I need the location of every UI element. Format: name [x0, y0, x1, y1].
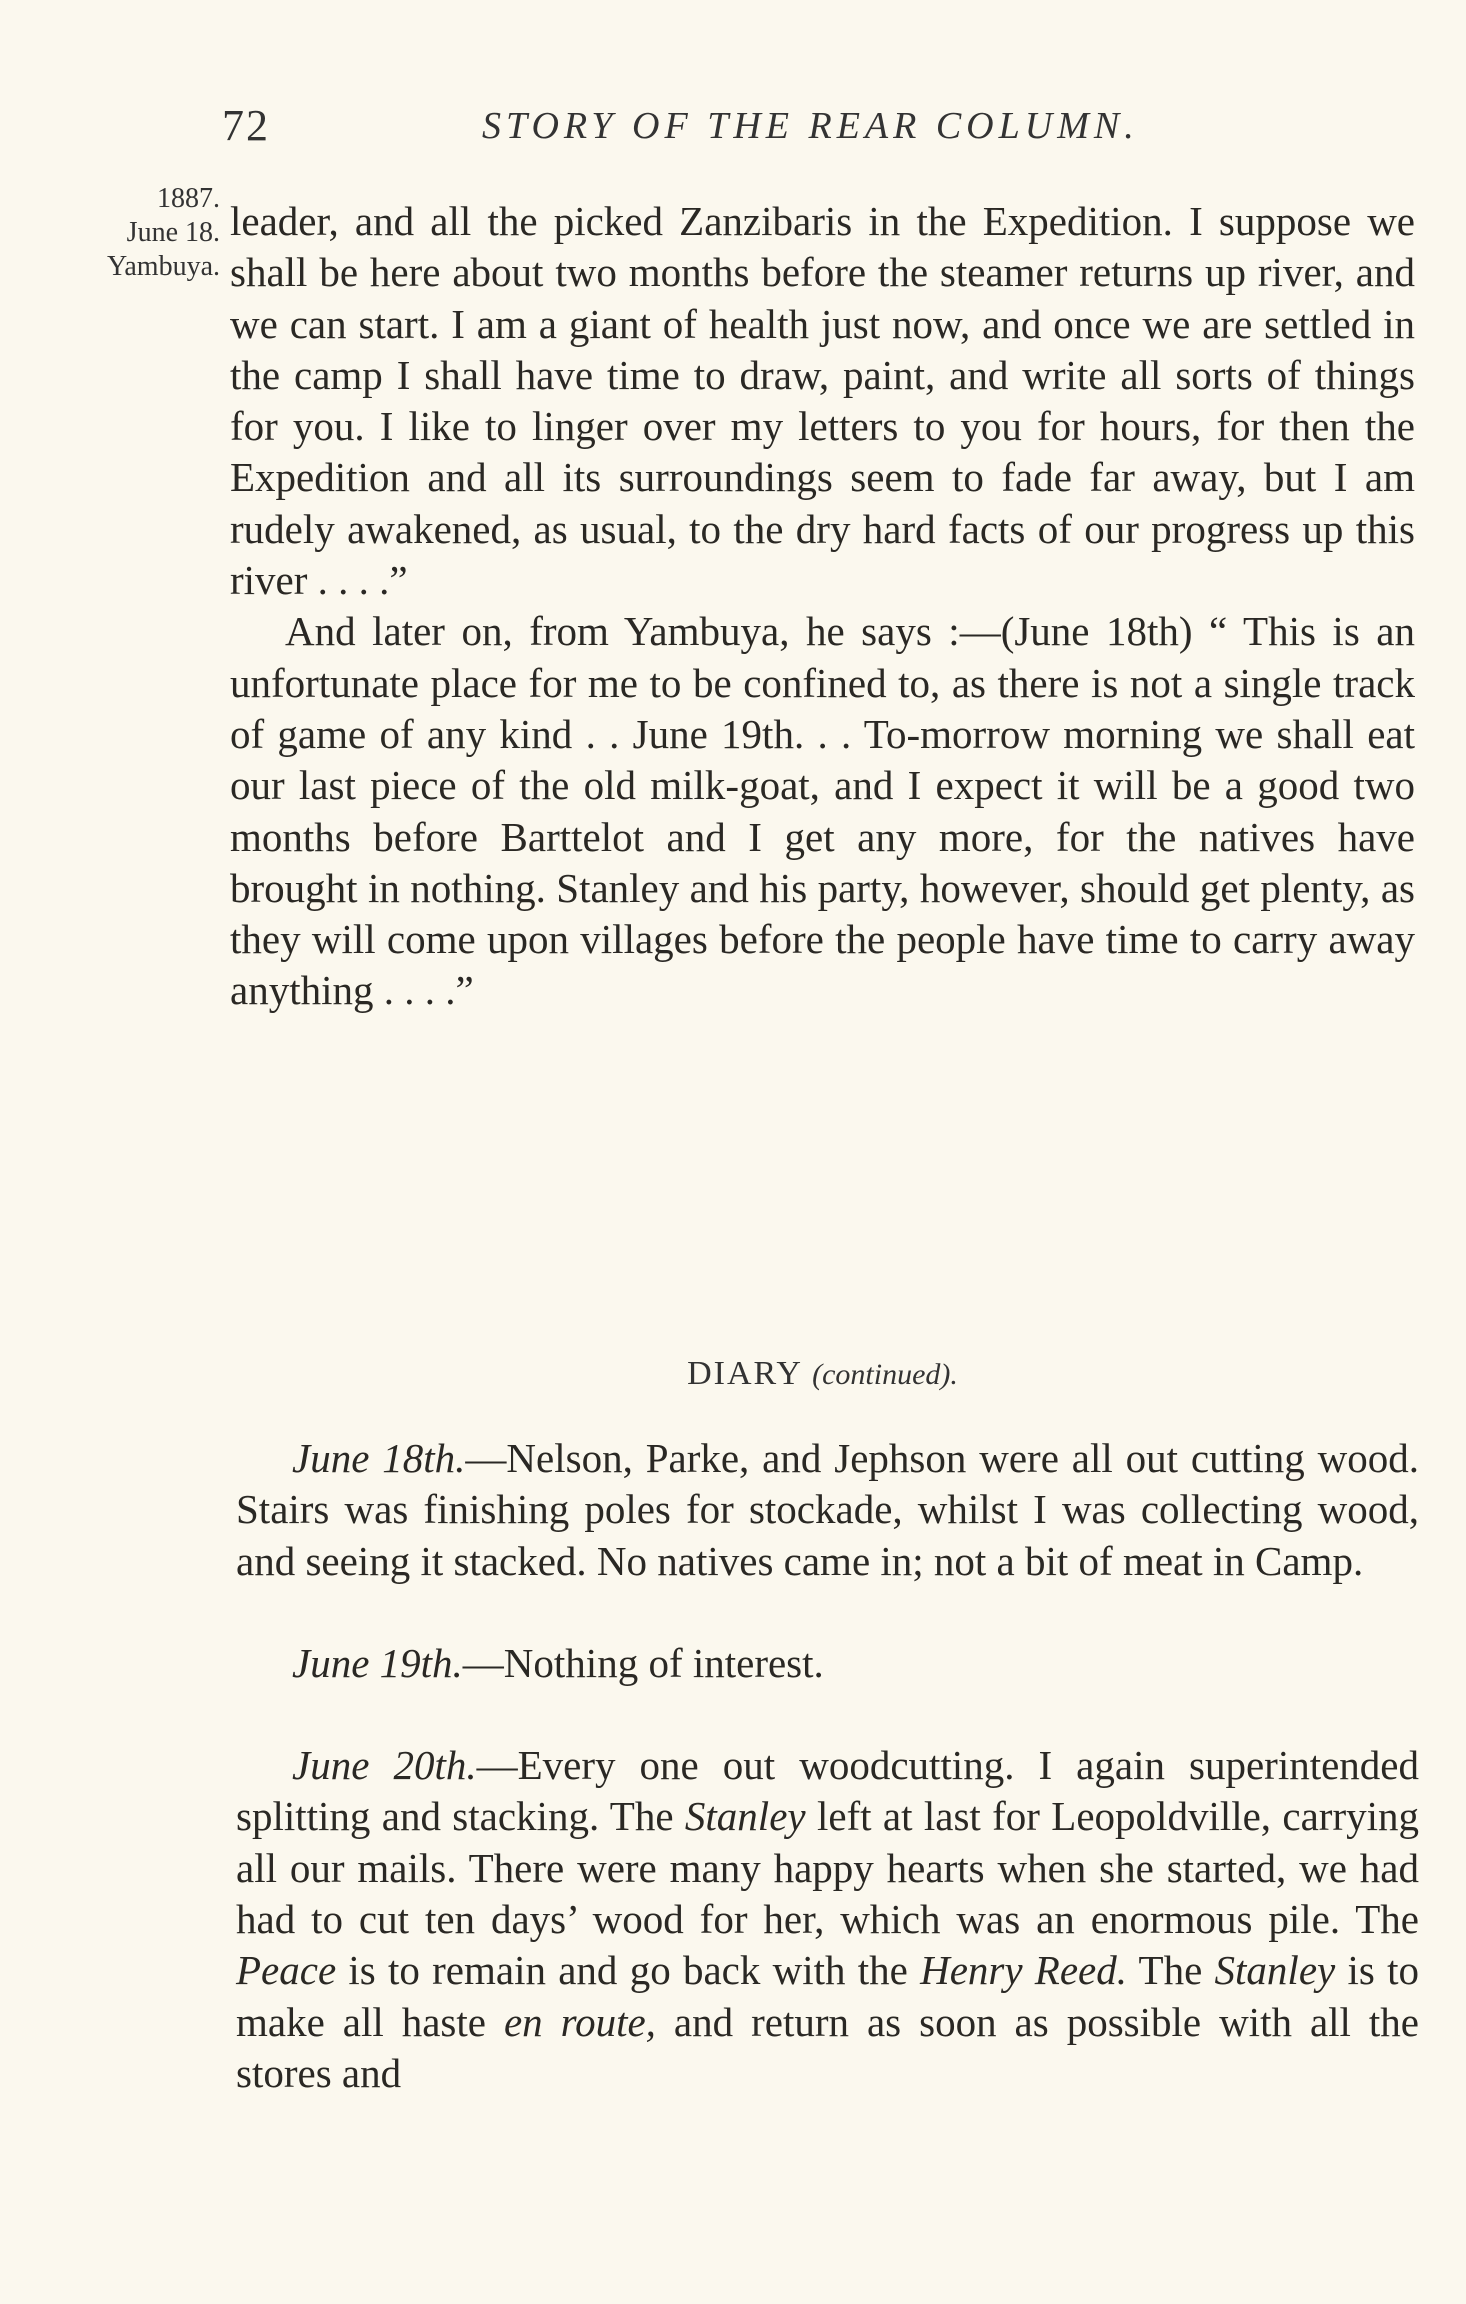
margin-note — [45, 182, 220, 284]
margin-date: June 18. — [126, 217, 220, 248]
page-header — [220, 100, 1220, 160]
diary-entry-june-20 — [236, 1740, 1419, 2099]
entry-text: and return as soon as possible with all the stores and — [236, 1998, 1419, 2096]
diary-heading-title: DIARY — [687, 1355, 802, 1392]
diary-entry-june-19 — [236, 1638, 1419, 1689]
diary-entries — [236, 1433, 1419, 2099]
entry-text: —Nothing of interest. — [462, 1639, 824, 1686]
entry-text: is to make all haste — [236, 1947, 1419, 2045]
entry-text: —Nelson, Parke, and Jephson were all out cutting wood. Stairs was finishing poles for stockade, whilst I was collecting wood, and seeing it stacked. No natives came in; not a bit of meat in Camp. — [236, 1435, 1419, 1584]
entry-date: June 20th. — [292, 1742, 477, 1789]
margin-year: 1887. — [157, 183, 220, 214]
page-number: 72 — [222, 101, 270, 150]
entry-date: June 19th. — [292, 1639, 463, 1686]
ship-name: Henry Reed. — [920, 1947, 1128, 1994]
ship-name: Stanley — [1214, 1947, 1336, 1994]
ship-name: Peace — [236, 1947, 337, 1994]
entry-date: June 18th. — [292, 1435, 466, 1481]
letter-paragraph-1: leader, and all the picked Zanzibaris in the Expedition. I suppose we shall be here about two months before the steamer returns up river, and we can start. I am a giant of health just now, and once we are settled in the camp I shall have time to draw, paint, and write all sorts of things for you. I like to linger over my letters to you for hours, for then the Expedition and all its surroundings seem to fade far away, but I am rudely awakened, as usual, to the dry hard facts of our progress up this river . . . .” — [230, 198, 1415, 604]
entry-text: —Every one out woodcutting. I again superintended splitting and stacking. The — [236, 1742, 1420, 1840]
margin-place: Yambuya. — [106, 251, 220, 282]
diary-heading — [230, 1355, 1415, 1393]
ship-name: Stanley — [684, 1793, 806, 1840]
running-title: STORY OF THE REAR COLUMN. — [482, 105, 1139, 147]
foreign-phrase: en route, — [503, 1998, 656, 2045]
diary-heading-sub: (continued). — [812, 1358, 958, 1391]
entry-text: left at last for Leopoldville, carrying all our mails. There were many happy hearts when she started, we had had to cut ten days’ wood for her, which was an enormous pile. The — [236, 1793, 1420, 1943]
entry-text: is to remain and go back with the — [336, 1947, 921, 1994]
entry-text: The — [1127, 1947, 1215, 1994]
letter-text — [230, 196, 1415, 1017]
letter-paragraph-2: And later on, from Yambuya, he says :—(June 18th) “ This is an unfortunate place for me to be confined to, as there is not a single track of game of any kind . . June 19th. . . To-morrow morning we shall eat our last piece of the old milk-goat, and I expect it will be a good two months before Barttelot and I get any more, for the natives have brought in nothing. Stanley and his party, however, should get plenty, as they will come upon villages before the people have time to carry away anything . . . .” — [230, 608, 1415, 1014]
diary-entry-june-18 — [236, 1433, 1419, 1587]
